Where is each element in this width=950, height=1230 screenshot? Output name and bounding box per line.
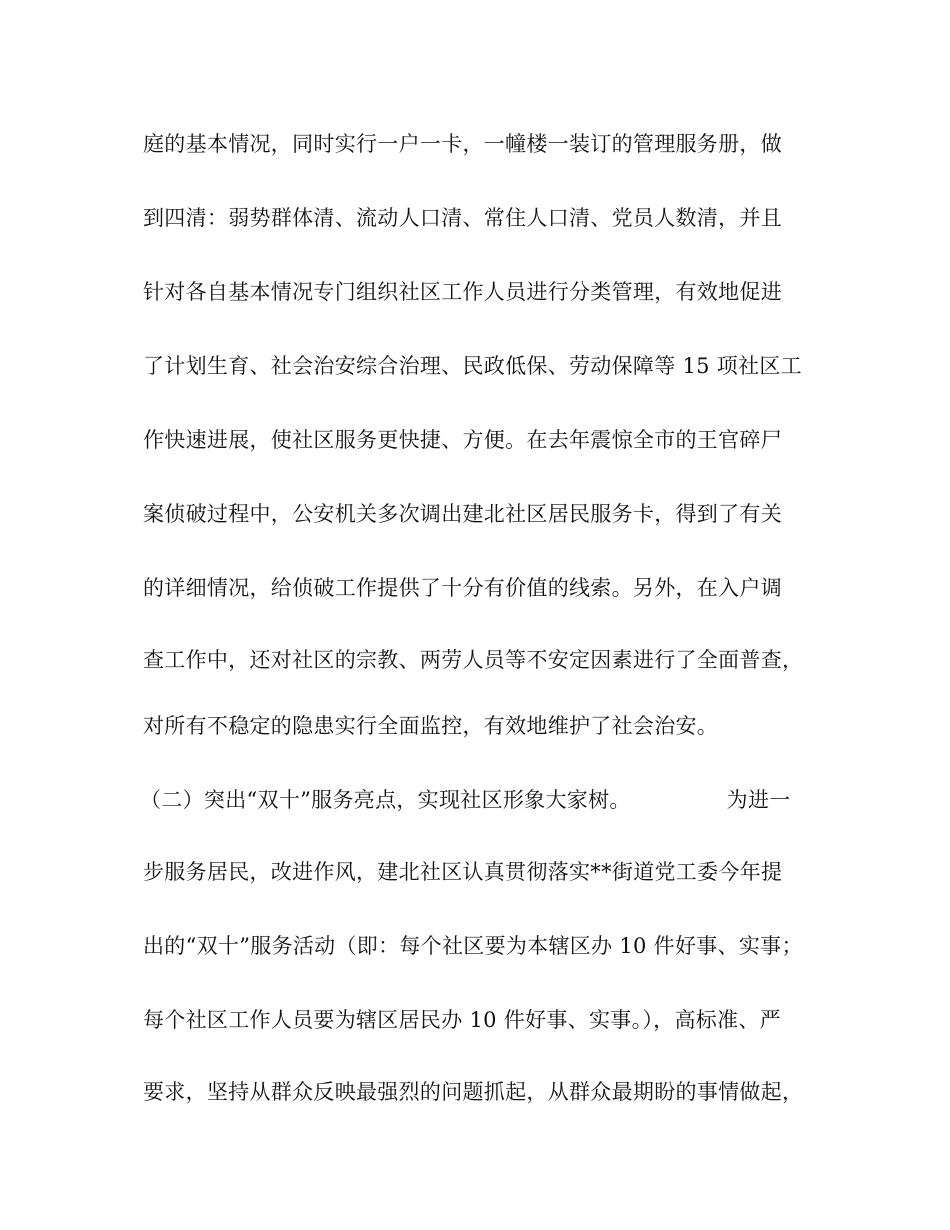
body-text-line: 出的“双十”服务活动（即：每个社区要为本辖区办 10 件好事、实事；: [143, 934, 803, 958]
body-text-line: 了计划生育、社会治安综合治理、民政低保、劳动保障等 15 项社区工: [143, 354, 802, 378]
body-text-line: 作快速进展，使社区服务更快捷、方便。在去年震惊全市的王官碎尸: [143, 428, 782, 452]
section-heading-line: [140, 786, 830, 814]
body-text-line: 对所有不稳定的隐患实行全面监控，有效地维护了社会治安。: [143, 714, 719, 738]
body-text-line: 庭的基本情况，同时实行一户一卡，一幢楼一装订的管理服务册，做: [143, 132, 782, 156]
body-text-line: 查工作中，还对社区的宗教、两劳人员等不安定因素进行了全面普查，: [143, 648, 804, 672]
body-text-line: 要求，坚持从群众反映最强烈的问题抓起，从群众最期盼的事情做起，: [143, 1080, 804, 1104]
body-text-line: 每个社区工作人员要为辖区居民办 10 件好事、实事。），高标准、严: [143, 1008, 781, 1032]
body-text-line: 步服务居民，改进作风，建北社区认真贯彻落实**街道党工委今年提: [143, 860, 783, 884]
body-text-line: 针对各自基本情况专门组织社区工作人员进行分类管理，有效地促进: [143, 280, 782, 304]
body-text-line: 的详细情况，给侦破工作提供了十分有价值的线索。另外，在入户调: [143, 576, 782, 600]
body-text-line: 案侦破过程中，公安机关多次调出建北社区居民服务卡，得到了有关: [143, 502, 782, 526]
body-text-line: 到四清：弱势群体清、流动人口清、常住人口清、党员人数清，并且: [143, 206, 782, 230]
section-heading: （二）突出“双十”服务亮点，实现社区形象大家树。: [140, 788, 631, 812]
heading-continuation: 为进一: [726, 788, 791, 812]
